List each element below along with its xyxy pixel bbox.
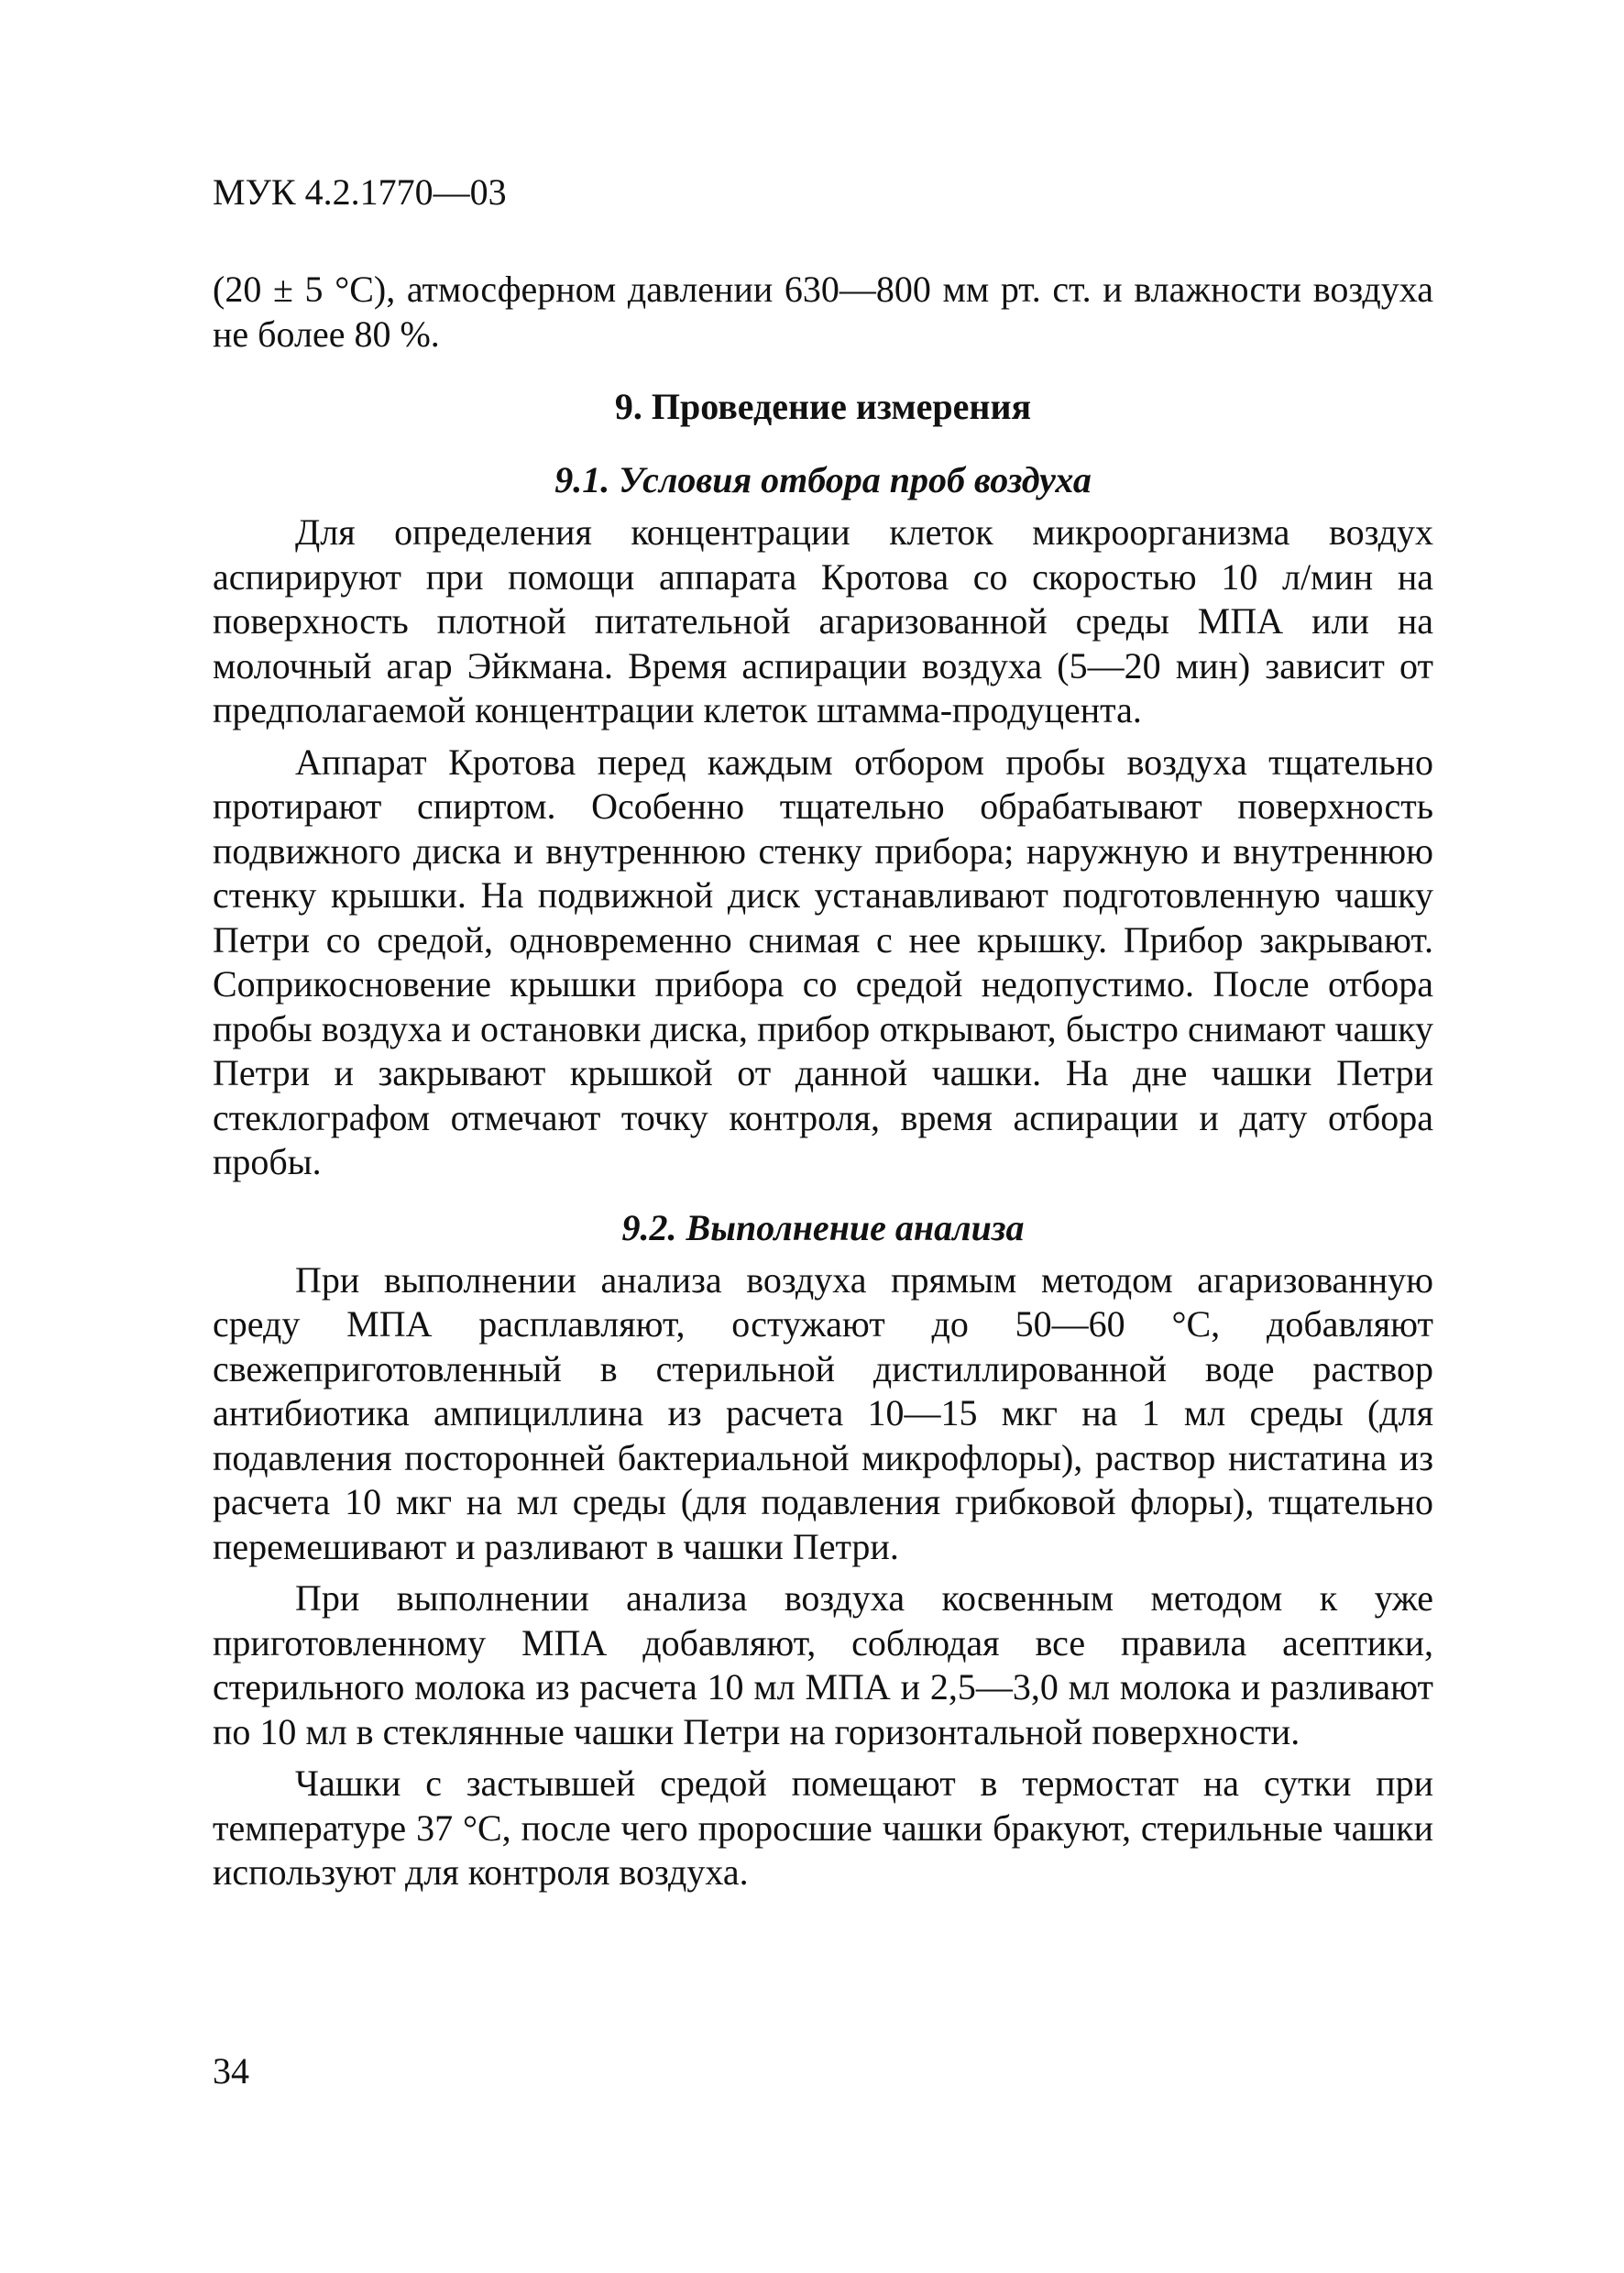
document-code-header: МУК 4.2.1770—03	[213, 171, 507, 213]
sampling-paragraph: Для определения концентрации клеток микроорганизма воздух аспирируют при помощи аппарата Кротова со скоростью 10 л/мин на поверхность плотной питательной агаризованной среды МПА или на молочный агар Эйкмана. Время аспирации воздуха (5—20 мин) зависит от предполагаемой концентрации клеток штамма-продуцента.	[213, 511, 1433, 730]
page-body	[213, 268, 1433, 1895]
subsection-title-sampling: 9.1. Условия отбора проб воздуха	[554, 459, 1092, 500]
subsection-title-analysis: 9.2. Выполнение анализа	[621, 1206, 1025, 1248]
analysis-paragraph: При выполнении анализа воздуха прямым методом агаризованную среду МПА расплавляют, остужают до 50—60 °С, добавляют свежеприготовленный в стерильной дистиллированной воде раствор антибиотика ампициллина из расчета 10—15 мкг на 1 мл среды (для подавления посторонней бактериальной микрофлоры), раствор нистатина из расчета 10 мкг на мл среды (для подавления грибковой флоры), тщательно перемешивают и разливают в чашки Петри.	[213, 1258, 1433, 1567]
page-number: 34	[213, 2050, 249, 2092]
section-title: 9. Проведение измерения	[614, 386, 1032, 427]
analysis-paragraph: При выполнении анализа воздуха косвенным методом к уже приготовленному МПА добавляют, соблюдая все правила асептики, стерильного молока из расчета 10 мл МПА и 2,5—3,0 мл молока и разливают по 10 мл в стеклянные чашки Петри на горизонтальной поверхности.	[213, 1577, 1433, 1752]
sampling-paragraph: Аппарат Кротова перед каждым отбором пробы воздуха тщательно протирают спиртом. Особенно тщательно обрабатывают поверхность подвижного диска и внутреннюю стенку прибора; наружную и внутреннюю стенку крышки. На подвижной диск устанавливают подготовленную чашку Петри со средой, одновременно снимая с нее крышку. Прибор закрывают. Соприкосновение крышки прибора со средой недопустимо. После отбора пробы воздуха и остановки диска, прибор открывают, быстро снимают чашку Петри и закрывают крышкой от данной чашки. На дне чашки Петри стеклографом отмечают точку контроля, время аспирации и дату отбора пробы.	[213, 741, 1433, 1182]
intro-paragraph: (20 ± 5 °С), атмосферном давлении 630—800 мм рт. ст. и влажности воздуха не более 80 %.	[213, 269, 1433, 355]
analysis-paragraph: Чашки с застывшей средой помещают в термостат на сутки при температуре 37 °С, после чего проросшие чашки бракуют, стерильные чашки используют для контроля воздуха.	[213, 1762, 1433, 1893]
